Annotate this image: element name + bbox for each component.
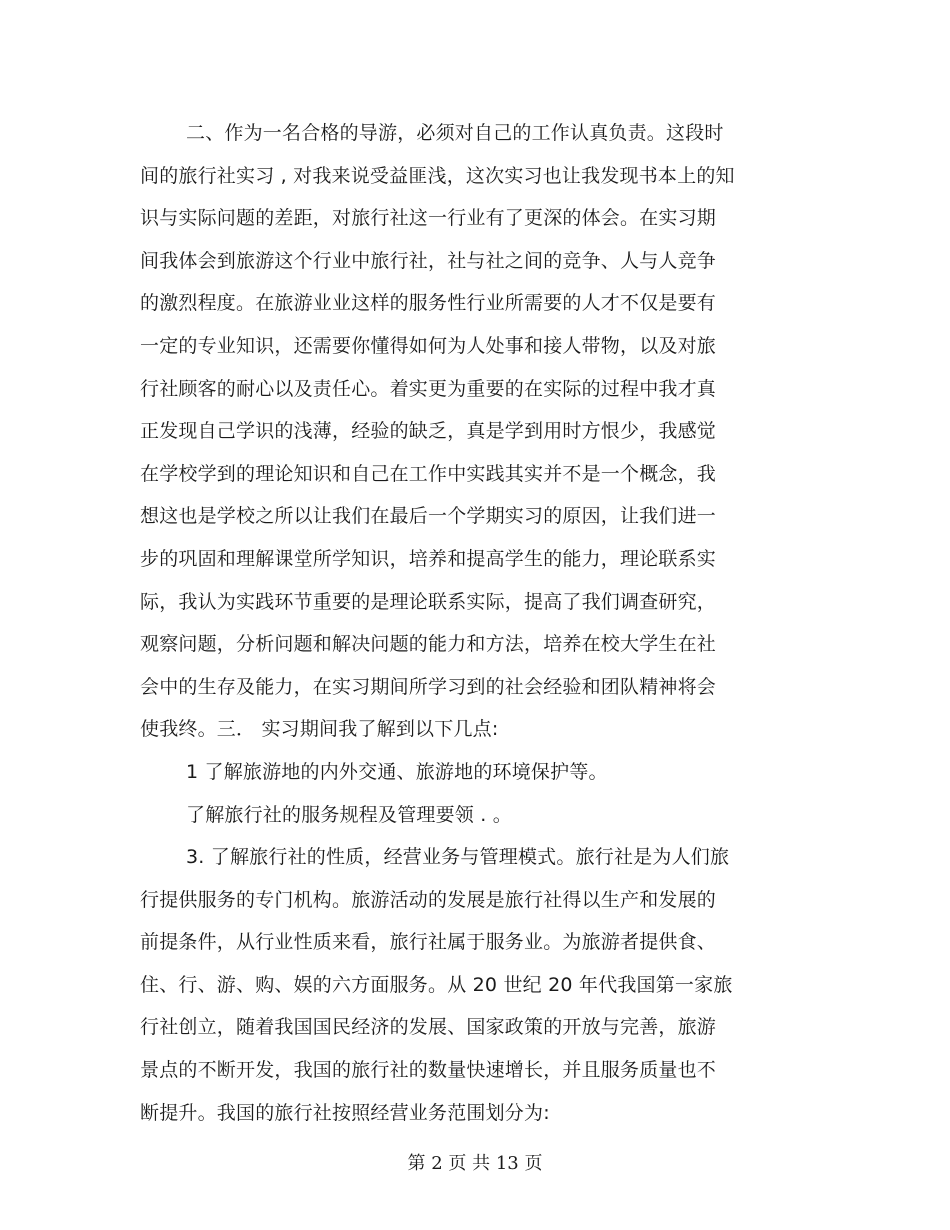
- text-line: 3. 了解旅行社的性质，经营业务与管理模式。旅行社是为人们旅: [186, 846, 730, 869]
- text-line: 识与实际问题的差距，对旅行社这一行业有了更深的体会。在实习期: [140, 207, 717, 230]
- text-line: 想这也是学校之所以让我们在最后一个学期实习的原因，让我们进一: [140, 505, 717, 528]
- text-line: 在学校学到的理论知识和自己在工作中实践其实并不是一个概念，我: [140, 462, 717, 485]
- text-line: 正发现自己学识的浅薄，经验的缺乏，真是学到用时方恨少，我感觉: [140, 420, 717, 443]
- page-footer: 第 2 页 共 13 页: [407, 1153, 543, 1174]
- document-body: [140, 112, 800, 1134]
- text-line: 1 了解旅游地的内外交通、旅游地的环境保护等。: [186, 760, 608, 783]
- text-line: 观察问题，分析问题和解决问题的能力和方法，培养在校大学生在社: [140, 633, 717, 656]
- text-line: 际，我认为实践环节重要的是理论联系实际，提高了我们调查研究，: [140, 590, 717, 613]
- text-line: 的激烈程度。在旅游业业这样的服务性行业所需要的人才不仅是要有: [140, 292, 717, 315]
- text-line: 行提供服务的专门机构。旅游活动的发展是旅行社得以生产和发展的: [140, 888, 717, 911]
- text-line: 二、作为一名合格的导游，必须对自己的工作认真负责。这段时: [186, 122, 724, 144]
- text-line: 景点的不断开发，我国的旅行社的数量快速增长，并且服务质量也不: [140, 1059, 717, 1082]
- text-line: 行社创立，随着我国国民经济的发展、国家政策的开放与完善，旅游: [140, 1016, 717, 1039]
- text-line: 使我终。三． 实习期间我了解到以下几点:: [140, 718, 499, 741]
- text-line: 了解旅行社的服务规程及管理要领 . 。: [186, 803, 512, 826]
- text-line: 住、行、游、购、娱的六方面服务。从 20 世纪 20 年代我国第一家旅: [140, 973, 733, 996]
- text-line: 一定的专业知识，还需要你懂得如何为人处事和接人带物，以及对旅: [140, 334, 717, 357]
- text-line: 步的巩固和理解课堂所学知识，培养和提高学生的能力，理论联系实: [140, 547, 717, 570]
- text-line: 行社顾客的耐心以及责任心。着实更为重要的在实际的过程中我才真: [140, 377, 717, 400]
- text-line: 会中的生存及能力，在实习期间所学习到的社会经验和团队精神将会: [140, 675, 717, 698]
- text-line: 断提升。我国的旅行社按照经营业务范围划分为:: [140, 1101, 550, 1124]
- text-line: 前提条件，从行业性质来看，旅行社属于服务业。为旅游者提供食、: [140, 931, 717, 954]
- text-line: 间我体会到旅游这个行业中旅行社，社与社之间的竞争、人与人竞争: [140, 249, 717, 272]
- text-line: 间的旅行社实习 , 对我来说受益匪浅，这次实习也让我发现书本上的知: [140, 164, 735, 187]
